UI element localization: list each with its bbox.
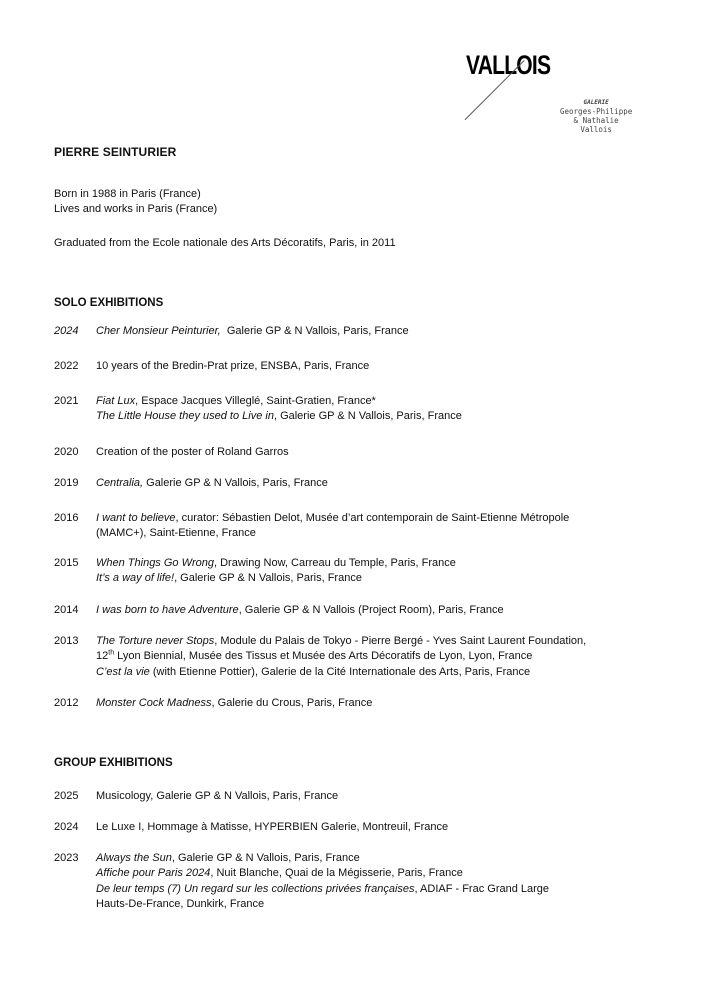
- solo-entry-2021: [54, 394, 462, 425]
- year: 2024: [54, 325, 79, 337]
- year: 2012: [54, 697, 79, 709]
- exhibition-details: 10 years of the Bredin-Prat prize, ENSBA, Paris, France: [96, 360, 370, 372]
- exhibition-details: Creation of the poster of Roland Garros: [96, 446, 289, 458]
- year: 2020: [54, 446, 79, 458]
- group-entry-2024: [54, 820, 448, 835]
- bio-lives: Lives and works in Paris (France): [54, 203, 218, 215]
- entry-lines: [96, 324, 409, 339]
- exhibition-details: (with Etienne Pottier), Galerie de la Cité Internationale des Arts, Paris, France: [149, 665, 531, 678]
- year: 2022: [54, 360, 79, 372]
- solo-entry-2024: [54, 324, 409, 339]
- year: 2023: [54, 852, 79, 864]
- bio-birth: [54, 187, 217, 217]
- bio-graduated: Graduated from the Ecole nationale des Arts Décoratifs, Paris, in 2011: [54, 237, 396, 249]
- exhibition-details: Lyon Biennial, Musée des Tissus et Musée des Arts Décoratifs de Lyon, Lyon, France: [114, 650, 533, 663]
- exhibition-title: Centralia,: [96, 477, 144, 489]
- logo-line-1: Georges-Philippe: [560, 107, 633, 116]
- entry-lines: [96, 851, 549, 912]
- solo-entry-2015: [54, 556, 456, 587]
- exhibition-details: , Galerie GP & N Vallois, Paris, France: [174, 572, 362, 585]
- exhibition-details: (MAMC+), Saint-Etienne, France: [96, 527, 256, 540]
- exhibition-details: , Nuit Blanche, Quai de la Mégisserie, Paris, France: [210, 867, 463, 880]
- exhibition-title: Monster Cock Madness: [96, 697, 212, 709]
- entry-lines: [96, 634, 586, 680]
- entry-lines: [96, 394, 462, 425]
- exhibition-details: , Galerie GP & N Vallois, Paris, France: [171, 852, 360, 864]
- exhibition-details: , Espace Jacques Villeglé, Saint-Gratien, France*: [135, 395, 376, 407]
- solo-entry-2013: [54, 634, 586, 680]
- bio-born: Born in 1988 in Paris (France): [54, 188, 201, 200]
- year: 2025: [54, 790, 79, 802]
- year: 2016: [54, 512, 79, 524]
- solo-entry-2016: [54, 511, 569, 542]
- year: 2015: [54, 557, 79, 569]
- year: 2021: [54, 395, 79, 407]
- exhibition-title: The Little House they used to Live in: [96, 410, 274, 423]
- exhibition-details: Galerie GP & N Vallois, Paris, France: [220, 325, 409, 337]
- entry-lines: [96, 820, 448, 835]
- exhibition-title: Fiat Lux: [96, 395, 136, 407]
- exhibition-title: C’est la vie: [96, 665, 150, 678]
- solo-entry-2014: [54, 603, 504, 618]
- exhibition-details: Le Luxe I, Hommage à Matisse, HYPERBIEN Galerie, Montreuil, France: [96, 821, 449, 833]
- logo-label: GALERIE: [583, 99, 609, 106]
- entry-lines: [96, 476, 328, 491]
- entry-lines: [96, 511, 569, 542]
- logo-line-2: & Nathalie: [573, 116, 619, 125]
- exhibition-details: , Drawing Now, Carreau du Temple, Paris, France: [214, 557, 456, 569]
- group-entry-2023: [54, 851, 549, 912]
- exhibition-title: Always the Sun: [96, 852, 172, 864]
- exhibition-title: I was born to have Adventure: [96, 604, 239, 616]
- year: 2013: [54, 635, 79, 647]
- gallery-logo: [466, 50, 676, 150]
- logo-wordmark: VALLOIS: [466, 50, 551, 80]
- exhibition-details: , curator: Sébastien Delot, Musée d’art contemporain de Saint-Etienne Métropole: [175, 512, 570, 524]
- exhibition-details: , Module du Palais de Tokyo - Pierre Bergé - Yves Saint Laurent Foundation,: [214, 635, 587, 647]
- solo-entry-2012: [54, 696, 372, 711]
- exhibition-title: I want to believe: [96, 512, 176, 524]
- exhibition-number: 12: [96, 650, 109, 663]
- entry-lines: [96, 603, 504, 618]
- year: 2024: [54, 821, 79, 833]
- exhibition-title: De leur temps (7) Un regard sur les collections privées françaises: [96, 882, 415, 895]
- exhibition-details: , Galerie GP & N Vallois, Paris, France: [273, 410, 462, 423]
- logo-subtitle: [560, 98, 632, 134]
- exhibition-details: , Galerie GP & N Vallois (Project Room), Paris, France: [238, 604, 504, 616]
- solo-exhibitions-heading: SOLO EXHIBITIONS: [54, 297, 164, 309]
- exhibition-details: , Galerie du Crous, Paris, France: [211, 697, 373, 709]
- group-exhibitions-heading: GROUP EXHIBITIONS: [54, 757, 173, 769]
- artist-name: PIERRE SEINTURIER: [54, 145, 177, 159]
- exhibition-title: It’s a way of life!: [96, 572, 175, 585]
- group-entry-2025: [54, 789, 338, 804]
- entry-lines: [96, 359, 369, 374]
- year: 2019: [54, 477, 79, 489]
- exhibition-details: Musicology, Galerie GP & N Vallois, Paris, France: [96, 790, 339, 802]
- year: 2014: [54, 604, 79, 616]
- entry-lines: [96, 789, 338, 804]
- exhibition-details: Hauts-De-France, Dunkirk, France: [96, 897, 265, 910]
- logo-line-3: Vallois: [580, 125, 612, 134]
- solo-entry-2019: [54, 476, 328, 491]
- exhibition-details: Galerie GP & N Vallois, Paris, France: [143, 477, 328, 489]
- entry-lines: [96, 556, 456, 587]
- exhibition-title: Affiche pour Paris 2024: [96, 867, 211, 880]
- ordinal-suffix: th: [108, 649, 115, 657]
- solo-entry-2022: [54, 359, 369, 374]
- solo-entry-2020: [54, 445, 289, 460]
- entry-lines: [96, 445, 289, 460]
- exhibition-details: , ADIAF - Frac Grand Large: [414, 882, 550, 895]
- exhibition-title: Cher Monsieur Peinturier,: [96, 325, 221, 337]
- exhibition-title: When Things Go Wrong: [96, 557, 214, 569]
- exhibition-title: The Torture never Stops: [96, 635, 215, 647]
- entry-lines: [96, 696, 372, 711]
